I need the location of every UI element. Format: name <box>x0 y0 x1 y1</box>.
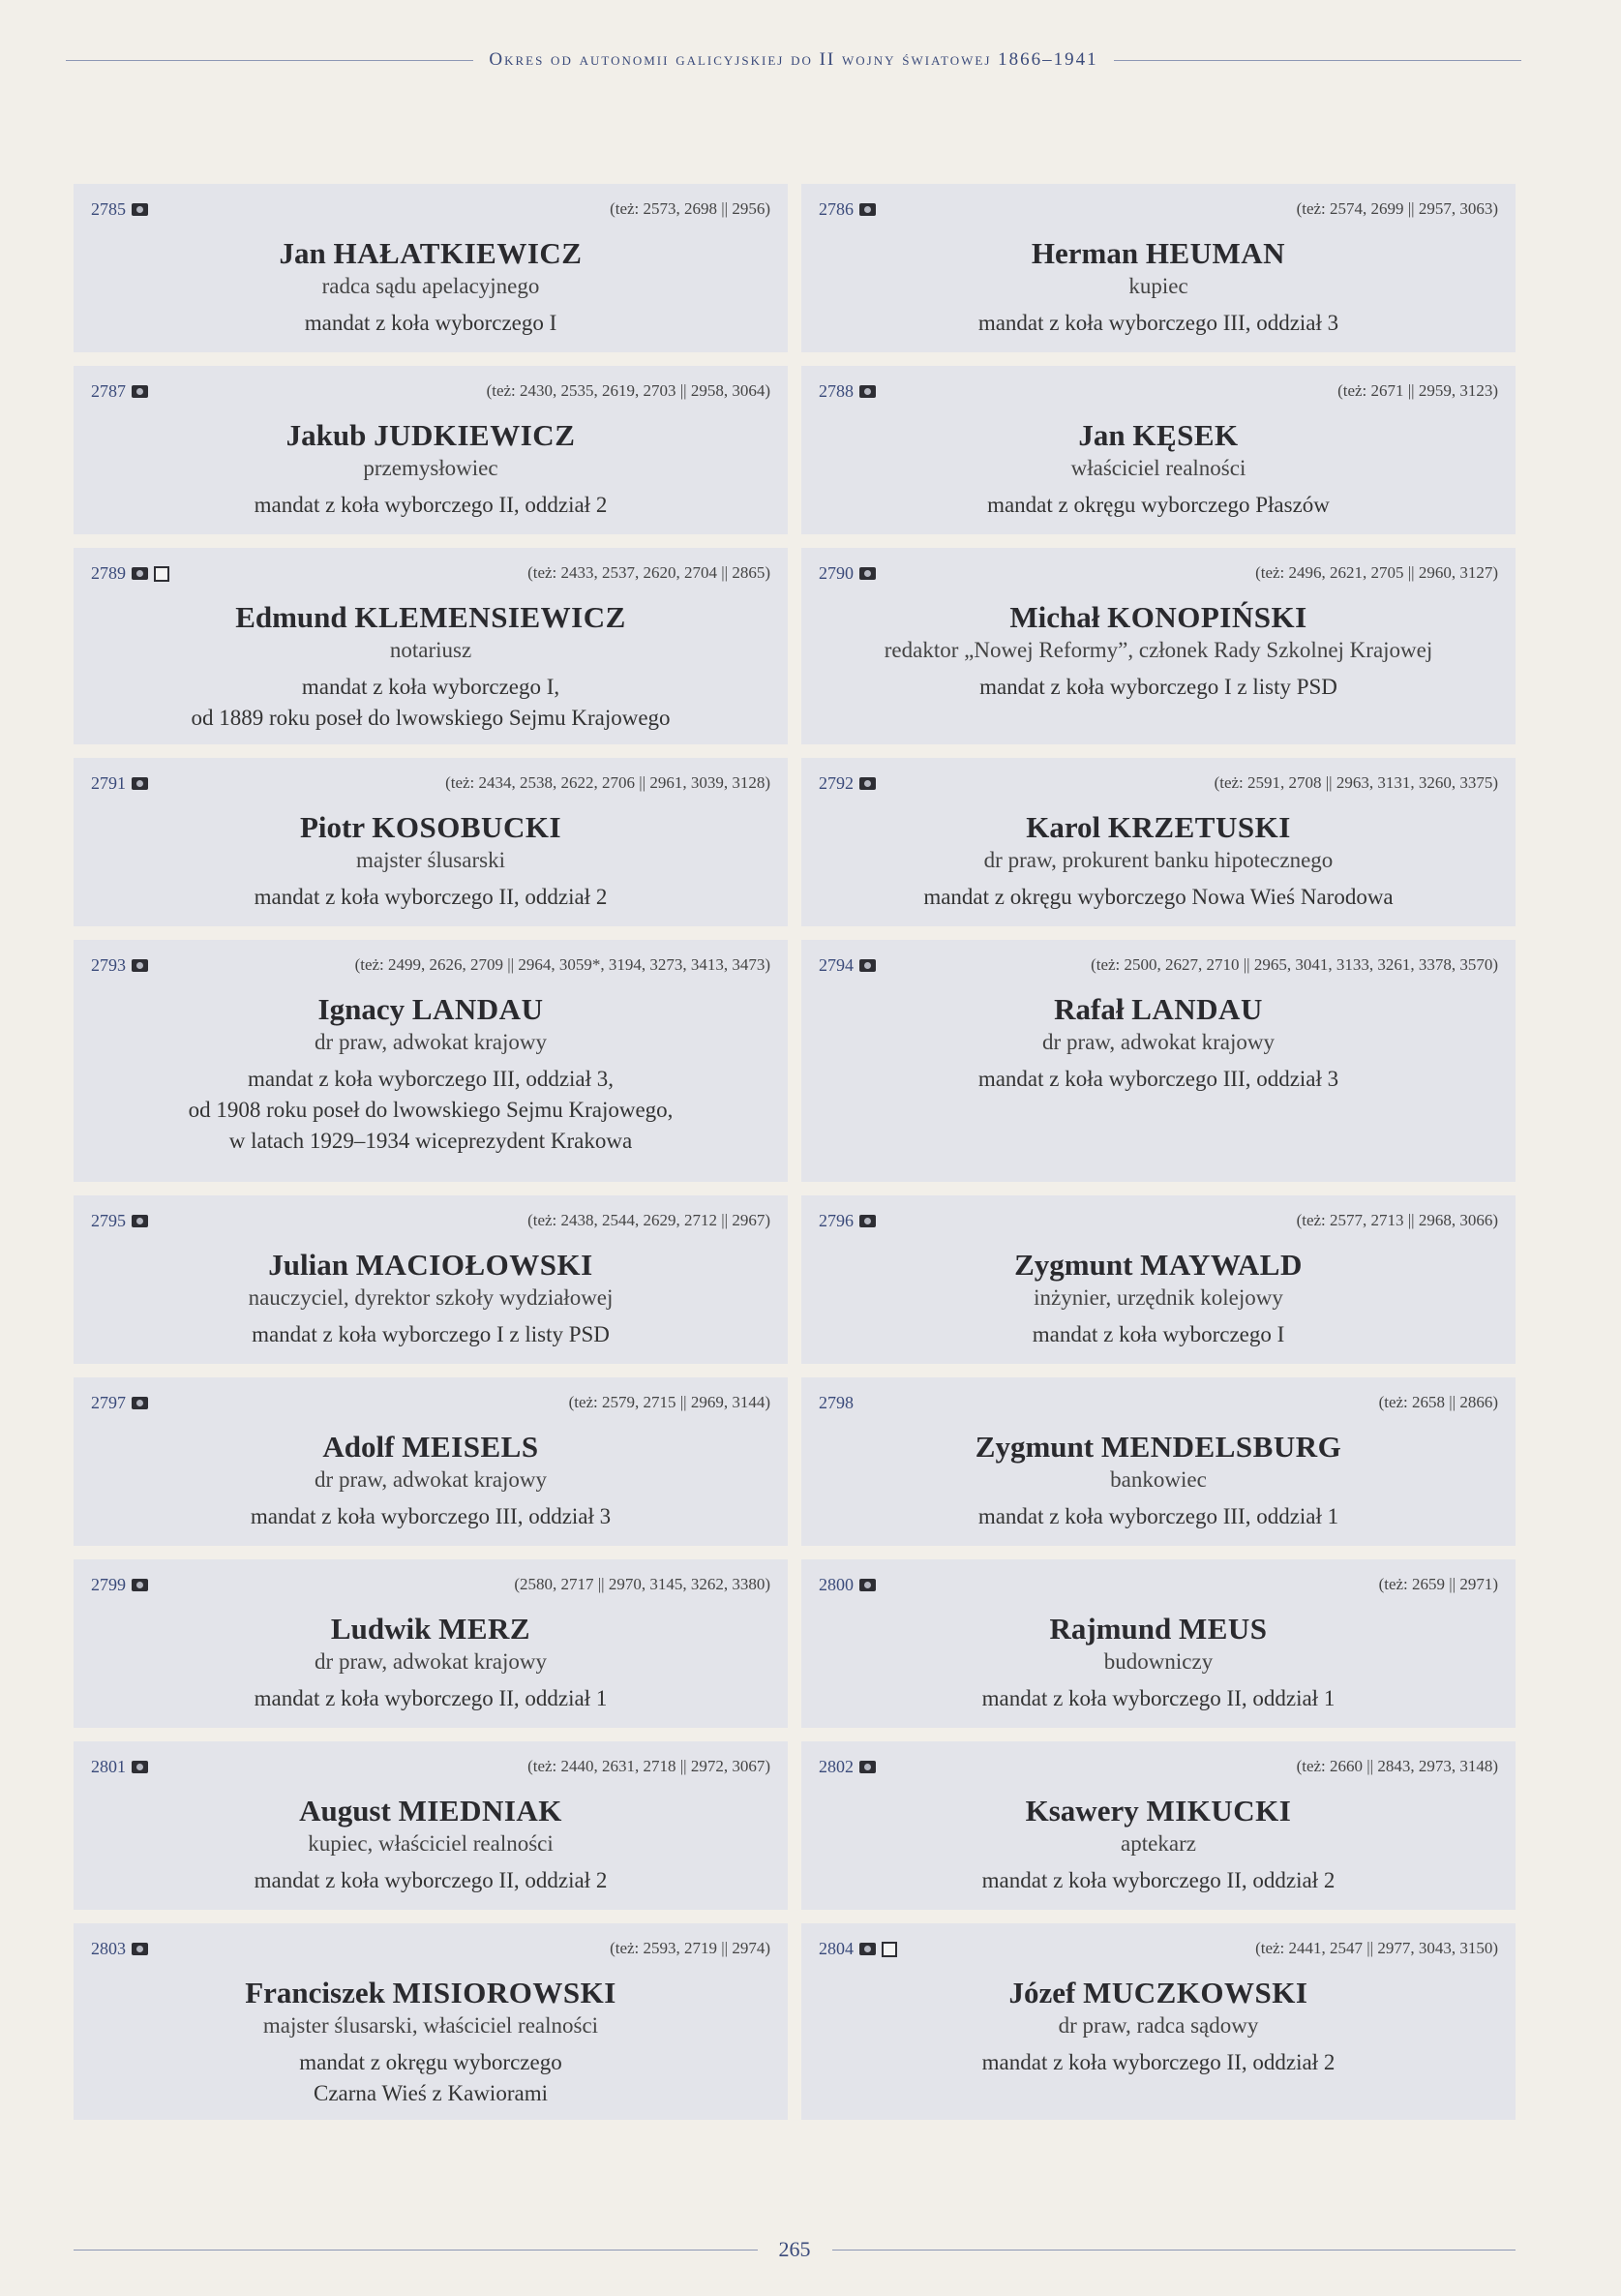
entry-card <box>74 1377 788 1546</box>
camera-icon <box>132 1397 148 1409</box>
entry-card <box>801 940 1516 1182</box>
mandate <box>74 1064 788 1157</box>
person-name <box>801 1794 1516 1828</box>
first-name: Rajmund <box>1049 1612 1172 1646</box>
camera-icon <box>859 1943 876 1955</box>
mandate-line: mandat z koła wyborczego III, oddział 1 <box>977 1504 1339 1528</box>
footer-rule-left <box>74 2250 758 2251</box>
first-name: Julian <box>268 1248 349 1282</box>
occupation: aptekarz <box>1121 1831 1196 1856</box>
occupation: dr praw, radca sądowy <box>1058 2013 1259 2038</box>
camera-icon <box>859 567 876 580</box>
mandate-line: mandat z okręgu wyborczego Płaszów <box>987 493 1330 517</box>
first-name: Zygmunt <box>975 1430 1095 1464</box>
entry-number-group <box>91 955 148 976</box>
entry-card <box>801 366 1516 534</box>
cross-references: (2580, 2717 || 2970, 3145, 3262, 3380) <box>514 1575 770 1593</box>
surname: MERZ <box>438 1612 531 1646</box>
entry-card <box>74 184 788 352</box>
first-name: August <box>299 1794 391 1828</box>
mandate-line: mandat z koła wyborczego I z listy PSD <box>252 1322 610 1346</box>
entry-number: 2800 <box>819 1575 854 1594</box>
camera-icon <box>132 959 148 972</box>
entry-number: 2791 <box>91 773 126 793</box>
person-name <box>801 1612 1516 1646</box>
occupation: dr praw, adwokat krajowy <box>1042 1030 1275 1054</box>
entry-number: 2793 <box>91 955 126 975</box>
entry-number: 2801 <box>91 1757 126 1776</box>
entry-card <box>801 1377 1516 1546</box>
cross-references: (też: 2496, 2621, 2705 || 2960, 3127) <box>1255 563 1498 582</box>
mandate <box>801 2047 1516 2078</box>
entry-card <box>801 758 1516 926</box>
mandate <box>801 882 1516 913</box>
mandate-line: mandat z koła wyborczego III, oddział 3 <box>977 311 1339 335</box>
entries-grid <box>74 184 1516 2120</box>
entry-number: 2803 <box>91 1939 126 1958</box>
surname: KLEMENSIEWICZ <box>354 600 626 634</box>
mandate <box>74 490 788 521</box>
mandate-line: mandat z koła wyborczego II, oddział 2 <box>981 1868 1336 1892</box>
entry-number: 2790 <box>819 563 854 583</box>
mandate <box>74 308 788 339</box>
entry-number: 2796 <box>819 1211 854 1230</box>
person-name <box>801 600 1516 635</box>
camera-icon <box>132 1943 148 1955</box>
entry-number: 2786 <box>819 199 854 219</box>
surname: MIKUCKI <box>1146 1794 1292 1828</box>
occupation: przemysłowiec <box>363 456 498 480</box>
cross-references: (też: 2671 || 2959, 3123) <box>1337 381 1498 400</box>
occupation: kupiec <box>1128 274 1188 298</box>
occupation: majster ślusarski, właściciel realności <box>262 2013 599 2038</box>
mandate-line: mandat z koła wyborczego II, oddział 2 <box>254 885 608 909</box>
first-name: Herman <box>1031 236 1139 270</box>
camera-icon <box>132 1761 148 1773</box>
person-name <box>801 992 1516 1027</box>
entry-number: 2804 <box>819 1939 854 1958</box>
first-name: Karol <box>1026 810 1101 844</box>
mandate <box>74 1501 788 1532</box>
entry-card <box>74 940 788 1182</box>
person-name <box>74 1794 788 1828</box>
cross-references: (też: 2659 || 2971) <box>1378 1575 1498 1593</box>
mandate-line: mandat z koła wyborczego I, <box>301 675 560 699</box>
occupation: nauczyciel, dyrektor szkoły wydziałowej <box>248 1285 614 1310</box>
person-name <box>74 1248 788 1283</box>
entry-number-group <box>91 1393 148 1413</box>
square-icon <box>154 566 169 582</box>
mandate <box>801 1064 1516 1095</box>
cross-references: (też: 2430, 2535, 2619, 2703 || 2958, 3064) <box>486 381 770 400</box>
occupation: inżynier, urzędnik kolejowy <box>1034 1285 1283 1310</box>
entry-card <box>74 1559 788 1728</box>
camera-icon <box>132 1215 148 1227</box>
mandate-line: mandat z koła wyborczego II, oddział 2 <box>254 493 608 517</box>
first-name: Zygmunt <box>1014 1248 1133 1282</box>
surname: MACIOŁOWSKI <box>355 1248 593 1282</box>
cross-references: (też: 2441, 2547 || 2977, 3043, 3150) <box>1255 1939 1498 1957</box>
entry-number-group <box>91 1939 148 1959</box>
entry-number-group <box>819 199 876 220</box>
surname: KONOPIŃSKI <box>1107 600 1307 634</box>
mandate-line: mandat z koła wyborczego I z listy PSD <box>979 675 1337 699</box>
cross-references: (też: 2500, 2627, 2710 || 2965, 3041, 3133, 3261, 3378, 3570) <box>1091 955 1498 974</box>
mandate-line: mandat z koła wyborczego II, oddział 1 <box>254 1686 608 1710</box>
mandate-line: mandat z koła wyborczego II, oddział 1 <box>981 1686 1336 1710</box>
occupation: majster ślusarski <box>356 848 505 872</box>
entry-number: 2792 <box>819 773 854 793</box>
entry-card <box>74 548 788 744</box>
entry-card <box>801 1559 1516 1728</box>
surname: HAŁATKIEWICZ <box>333 236 583 270</box>
entry-number-group <box>819 381 876 402</box>
occupation: notariusz <box>389 638 472 662</box>
cross-references: (też: 2433, 2537, 2620, 2704 || 2865) <box>527 563 770 582</box>
surname: MEUS <box>1178 1612 1268 1646</box>
entry-number-group <box>819 1393 854 1413</box>
entry-number: 2798 <box>819 1393 854 1412</box>
first-name: Ignacy <box>317 992 405 1026</box>
person-name <box>801 418 1516 453</box>
person-name <box>74 600 788 635</box>
entry-number: 2799 <box>91 1575 126 1594</box>
square-icon <box>882 1942 897 1957</box>
entry-number: 2785 <box>91 199 126 219</box>
cross-references: (też: 2579, 2715 || 2969, 3144) <box>568 1393 770 1411</box>
camera-icon <box>132 1579 148 1591</box>
entry-card <box>74 1923 788 2120</box>
mandate-line: mandat z koła wyborczego I <box>1032 1322 1285 1346</box>
entry-number-group <box>91 1575 148 1595</box>
entry-card <box>74 366 788 534</box>
header-rule-right <box>1114 60 1521 61</box>
mandate-line: mandat z koła wyborczego II, oddział 2 <box>981 2050 1336 2074</box>
person-name <box>74 1976 788 2010</box>
mandate-line: mandat z okręgu wyborczego <box>299 2050 562 2074</box>
mandate-line: mandat z koła wyborczego III, oddział 3, <box>247 1067 615 1091</box>
mandate-line: mandat z okręgu wyborczego Nowa Wieś Narodowa <box>923 885 1394 909</box>
first-name: Ludwik <box>330 1612 432 1646</box>
cross-references: (też: 2577, 2713 || 2968, 3066) <box>1296 1211 1498 1229</box>
cross-references: (też: 2499, 2626, 2709 || 2964, 3059*, 3194, 3273, 3413, 3473) <box>354 955 770 974</box>
entry-card <box>801 1741 1516 1910</box>
mandate-line: mandat z koła wyborczego III, oddział 3 <box>977 1067 1339 1091</box>
mandate-line: mandat z koła wyborczego III, oddział 3 <box>250 1504 612 1528</box>
mandate-line: od 1908 roku poseł do lwowskiego Sejmu Krajowego, <box>188 1098 674 1122</box>
entry-card <box>74 1741 788 1910</box>
entry-number-group <box>819 1757 876 1777</box>
occupation: radca sądu apelacyjnego <box>321 274 540 298</box>
mandate <box>801 672 1516 703</box>
surname: HEUMAN <box>1145 236 1286 270</box>
first-name: Michał <box>1009 600 1100 634</box>
entry-number-group <box>91 1757 148 1777</box>
page-number: 265 <box>778 2237 811 2261</box>
mandate-line: w latach 1929–1934 wiceprezydent Krakowa <box>228 1129 633 1153</box>
entry-number-group <box>91 773 148 794</box>
running-header <box>66 48 1521 72</box>
entry-number-group <box>819 1575 876 1595</box>
occupation: dr praw, adwokat krajowy <box>315 1030 547 1054</box>
first-name: Edmund <box>235 600 347 634</box>
person-name <box>74 236 788 271</box>
camera-icon <box>132 777 148 790</box>
entry-card <box>801 1923 1516 2120</box>
first-name: Piotr <box>299 810 365 844</box>
occupation: redaktor „Nowej Reformy”, członek Rady Szkolnej Krajowej <box>884 638 1433 662</box>
person-name <box>801 1248 1516 1283</box>
entry-card <box>74 1195 788 1364</box>
header-rule-left <box>66 60 473 61</box>
entry-card <box>801 548 1516 744</box>
entry-number-group <box>819 1211 876 1231</box>
cross-references: (też: 2591, 2708 || 2963, 3131, 3260, 3375) <box>1214 773 1498 792</box>
first-name: Józef <box>1008 1976 1076 2009</box>
entry-number-group <box>91 1211 148 1231</box>
camera-icon <box>132 203 148 216</box>
surname: KRZETUSKI <box>1107 810 1291 844</box>
entry-number-group <box>819 773 876 794</box>
entry-number-group <box>91 381 148 402</box>
entry-card <box>801 184 1516 352</box>
surname: MUCZKOWSKI <box>1083 1976 1308 2009</box>
surname: MEISELS <box>402 1430 539 1464</box>
camera-icon <box>132 385 148 398</box>
first-name: Jakub <box>285 418 367 452</box>
surname: MIEDNIAK <box>398 1794 562 1828</box>
camera-icon <box>859 385 876 398</box>
occupation: bankowiec <box>1110 1467 1207 1492</box>
camera-icon <box>132 567 148 580</box>
occupation: kupiec, właściciel realności <box>308 1831 554 1856</box>
entry-number: 2797 <box>91 1393 126 1412</box>
mandate <box>801 490 1516 521</box>
mandate <box>74 672 788 734</box>
surname: JUDKIEWICZ <box>374 418 576 452</box>
entry-number-group <box>819 1939 897 1959</box>
person-name <box>801 810 1516 845</box>
person-name <box>74 992 788 1027</box>
footer-rule-right <box>832 2250 1516 2251</box>
cross-references: (też: 2593, 2719 || 2974) <box>610 1939 770 1957</box>
cross-references: (też: 2440, 2631, 2718 || 2972, 3067) <box>527 1757 770 1775</box>
person-name <box>74 1612 788 1646</box>
surname: KOSOBUCKI <box>372 810 562 844</box>
entry-card <box>801 1195 1516 1364</box>
mandate <box>801 1683 1516 1714</box>
header-title: Okres od autonomii galicyjskiej do II wojny światowej 1866–1941 <box>489 49 1098 70</box>
first-name: Jan <box>279 236 326 270</box>
entry-card <box>74 758 788 926</box>
camera-icon <box>859 959 876 972</box>
occupation: dr praw, adwokat krajowy <box>315 1649 547 1674</box>
surname: LANDAU <box>1131 992 1263 1026</box>
entry-number-group <box>819 563 876 584</box>
surname: MISIOROWSKI <box>392 1976 616 2009</box>
entry-number-group <box>91 563 169 584</box>
mandate <box>74 1865 788 1896</box>
entry-number-group <box>819 955 876 976</box>
mandate-line: mandat z koła wyborczego II, oddział 2 <box>254 1868 608 1892</box>
person-name <box>74 1430 788 1465</box>
mandate <box>74 882 788 913</box>
camera-icon <box>859 1215 876 1227</box>
mandate <box>801 308 1516 339</box>
mandate-line: Czarna Wieś z Kawiorami <box>314 2081 548 2105</box>
cross-references: (też: 2658 || 2866) <box>1378 1393 1498 1411</box>
cross-references: (też: 2438, 2544, 2629, 2712 || 2967) <box>527 1211 770 1229</box>
cross-references: (też: 2574, 2699 || 2957, 3063) <box>1296 199 1498 218</box>
camera-icon <box>859 1761 876 1773</box>
surname: MENDELSBURG <box>1100 1430 1342 1464</box>
surname: MAYWALD <box>1140 1248 1303 1282</box>
mandate <box>74 1683 788 1714</box>
person-name <box>74 418 788 453</box>
entry-number: 2787 <box>91 381 126 401</box>
mandate <box>74 2047 788 2109</box>
surname: KĘSEK <box>1132 418 1239 452</box>
first-name: Adolf <box>322 1430 395 1464</box>
page-footer <box>74 2236 1516 2263</box>
entry-number: 2794 <box>819 955 854 975</box>
person-name <box>801 1430 1516 1465</box>
occupation: właściciel realności <box>1070 456 1246 480</box>
first-name: Ksawery <box>1025 1794 1139 1828</box>
entry-number-group <box>91 199 148 220</box>
mandate <box>801 1501 1516 1532</box>
entry-number: 2789 <box>91 563 126 583</box>
first-name: Jan <box>1078 418 1126 452</box>
first-name: Franciszek <box>245 1976 385 2009</box>
entry-number: 2788 <box>819 381 854 401</box>
person-name <box>801 236 1516 271</box>
cross-references: (też: 2434, 2538, 2622, 2706 || 2961, 3039, 3128) <box>445 773 770 792</box>
entry-number: 2795 <box>91 1211 126 1230</box>
occupation: budowniczy <box>1103 1649 1214 1674</box>
camera-icon <box>859 203 876 216</box>
entry-number: 2802 <box>819 1757 854 1776</box>
occupation: dr praw, adwokat krajowy <box>315 1467 547 1492</box>
occupation: dr praw, prokurent banku hipotecznego <box>983 848 1334 872</box>
person-name <box>801 1976 1516 2010</box>
mandate-line: od 1889 roku poseł do lwowskiego Sejmu Krajowego <box>191 706 671 730</box>
cross-references: (też: 2660 || 2843, 2973, 3148) <box>1296 1757 1498 1775</box>
camera-icon <box>859 1579 876 1591</box>
first-name: Rafał <box>1054 992 1125 1026</box>
mandate <box>74 1319 788 1350</box>
person-name <box>74 810 788 845</box>
surname: LANDAU <box>411 992 544 1026</box>
cross-references: (też: 2573, 2698 || 2956) <box>610 199 770 218</box>
mandate <box>801 1865 1516 1896</box>
camera-icon <box>859 777 876 790</box>
mandate-line: mandat z koła wyborczego I <box>304 311 557 335</box>
mandate <box>801 1319 1516 1350</box>
